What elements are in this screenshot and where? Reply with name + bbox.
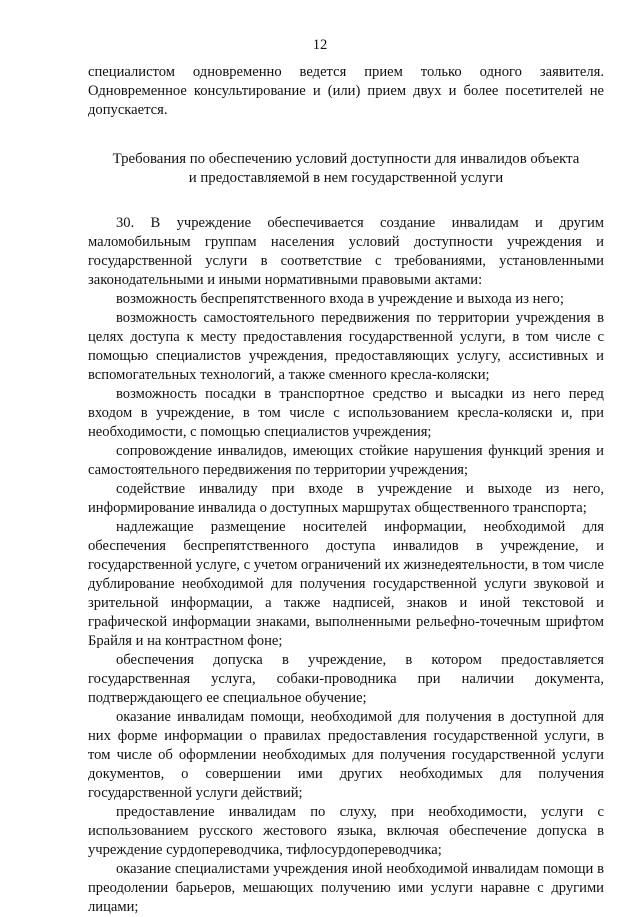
paragraph-other-assistance: оказание специалистами учреждения иной необходимой инвалидам помощи в преодолении барьеров, мешающих получению ими услуги наравне с другими лицами; (88, 861, 604, 915)
paragraph-escort: сопровождение инвалидов, имеющих стойкие нарушения функций зрения и самостоятельного передвижения по территории учреждения; (88, 443, 604, 478)
continued-paragraph: Одновременное консультирование и (или) прием двух и более посетителей не допускается. (88, 83, 604, 118)
paragraph-guide-dog: обеспечения допуска в учреждение, в котором предоставляется государственная услуга, собаки-проводника при наличии документа, подтверждающего ее специальное обучение; (88, 652, 604, 706)
paragraph-independent-movement: возможность самостоятельного передвижения по территории учреждения в целях доступа к месту предоставления государственной услуги, в том числе с помощью специалистов учреждения, предоставляющих услугу, ассистивных и вспомогательных технологий, а также сменного кресла-коляски; (88, 310, 604, 383)
paragraph-information-help: оказание инвалидам помощи, необходимой для получения в доступной для них форме информации о правилах предоставления государственной услуги, в том числе об оформлении необходимых для получения государственной услуги документов, о совершении ими других необходимых для получения государственной услуги действий; (88, 709, 604, 801)
paragraph-sign-language: предоставление инвалидам по слуху, при необходимости, услуги с использованием русского жестового языка, включая обеспечение допуска в учреждение сурдопереводчика, тифлосурдопереводчика; (88, 804, 604, 858)
section-title-line-2: и предоставляемой в нем государственной услуги (188, 170, 504, 186)
paragraph-item-30: 30. В учреждение обеспечивается создание инвалидам и другим маломобильным группам населения условий доступности учреждения и государственной услуги в соответствие с требованиями, установленными законодательными и иными нормативными правовыми актами: (88, 215, 604, 288)
continued-paragraph-line: специалистом одновременно ведется прием только одного заявителя. (88, 64, 604, 80)
section-title-line-1: Требования по обеспечению условий доступности для инвалидов объекта (112, 151, 580, 167)
paragraph-vehicle-boarding: возможность посадки в транспортное средство и высадки из него перед входом в учреждение, в том числе с использованием кресла-коляски и, при необходимости, с помощью специалистов учреждения; (88, 386, 604, 440)
document-body (88, 63, 604, 917)
section-title (88, 150, 604, 188)
paragraph-assistance-routes: содействие инвалиду при входе в учреждение и выходе из него, информирование инвалида о доступных маршрутах общественного транспорта; (88, 481, 604, 516)
page-number: 12 (312, 37, 328, 53)
paragraph-entrance-exit: возможность беспрепятственного входа в учреждение и выхода из него; (116, 291, 564, 307)
paragraph-information-placement: надлежащие размещение носителей информации, необходимой для обеспечения беспрепятственного доступа инвалидов в учреждение, и государственной услуге, с учетом ограничений их жизнедеятельности, в том числе дублирование необходимой для получения государственной услуги звуковой и зрительной информации, а также надписей, знаков и иной текстовой и графической информации знаками, выполненными рельефно-точечным шрифтом Брайля и на контрастном фоне; (88, 519, 604, 649)
